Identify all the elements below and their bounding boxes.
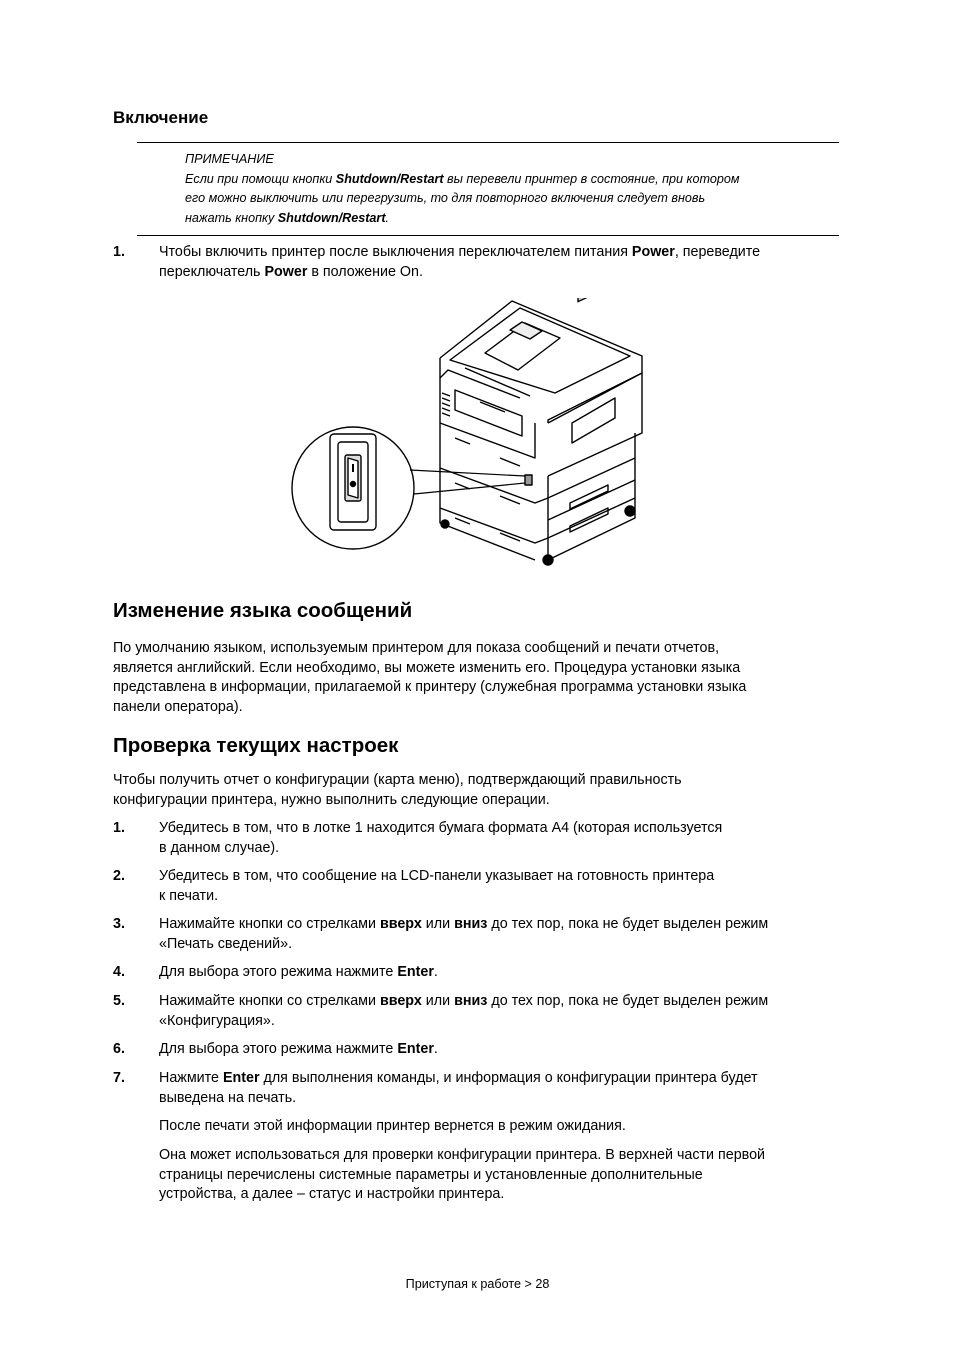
check-step-number: 2. [113,868,125,884]
section-title-power-on: Включение [113,108,209,127]
power-switch-callout [292,427,414,549]
note-box [185,150,825,228]
page-footer: Приступая к работе > 28 [405,1277,550,1291]
note-bottom-rule [137,235,839,236]
power-step-text: Чтобы включить принтер после выключения переключателем питания Power, переведите переключатель Power в положение On. [159,244,761,280]
check-step-text: Для выбора этого режима нажмите Enter. [159,1041,438,1057]
check-intro-paragraph: Чтобы получить отчет о конфигурации (карта меню), подтверждающий правильность конфигурации принтера, нужно выполнить следующие операции. [113,772,682,808]
check-step-number: 4. [113,964,125,980]
note-line-2: его можно выключить или перегрузить, то для повторного включения следует вновь [185,191,706,205]
language-paragraph: По умолчанию языком, используемым принтером для показа сообщений и печати отчетов, является английский. Если необходимо, вы можете изменить его. Процедура установки языка представлена в информации, прилагаемой к принтеру (служебная программа установки языка панели оператора). [113,640,747,715]
note-top-rule [137,142,839,143]
section-title-language: Изменение языка сообщений [113,599,413,622]
check-step-number: 7. [113,1070,125,1086]
note-line-3: нажать кнопку Shutdown/Restart. [185,210,390,225]
note-label: ПРИМЕЧАНИЕ [185,152,274,166]
printer-body [440,298,642,565]
check-step-text: Для выбора этого режима нажмите Enter. [159,964,438,980]
after-print-note: После печати этой информации принтер вернется в режим ожидания. [159,1118,626,1134]
check-step-text: Нажимайте кнопки со стрелками вверх или вниз до тех пор, пока не будет выделен режим «Конфигурация». [159,993,769,1029]
check-step-number: 6. [113,1041,125,1057]
check-step-text: Убедитесь в том, что сообщение на LCD-панели указывает на готовность принтера к печати. [159,868,715,904]
check-step-text: Убедитесь в том, что в лотке 1 находится бумага формата A4 (которая используется в данном случае). [159,820,723,856]
check-step-text: Нажмите Enter для выполнения команды, и информация о конфигурации принтера будет выведена на печать. [159,1070,758,1106]
check-step-text: Нажимайте кнопки со стрелками вверх или вниз до тех пор, пока не будет выделен режим «Печать сведений». [159,916,769,952]
check-step-number: 1. [113,820,125,836]
check-step-number: 3. [113,916,125,932]
power-step-number: 1. [113,244,125,260]
report-usage-paragraph: Она может использоваться для проверки конфигурации принтера. В верхней части первой страницы перечислены системные параметры и установленные дополнительные устройства, а далее – статус и настройки принтера. [159,1147,766,1202]
printer-illustration [290,298,650,568]
section-title-check-settings: Проверка текущих настроек [113,734,399,757]
note-line-1: Если при помощи кнопки Shutdown/Restart вы перевели принтер в состояние, при котором [185,171,740,186]
check-step-number: 5. [113,993,125,1009]
